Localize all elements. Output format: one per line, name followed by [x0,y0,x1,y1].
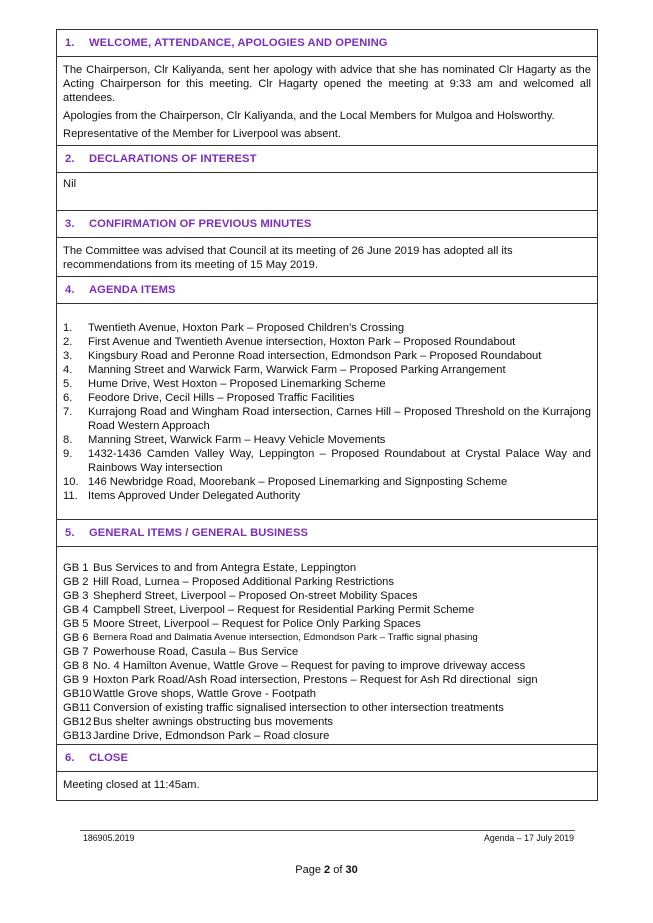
gb-item-number: GB12 [63,716,92,728]
agenda-item-text: Twentieth Avenue, Hoxton Park – Proposed Children’s Crossing [88,322,405,334]
gb-item [63,617,591,631]
agenda-item-number: 8. [63,434,73,446]
section-6-body [57,771,597,800]
agenda-item-text: Items Approved Under Delegated Authority [88,490,301,502]
agenda-item-number: 2. [63,336,73,348]
gb-item-text: Hoxton Park Road/Ash Road intersection, Prestons – Request for Ash Rd directional sign [93,674,538,686]
agenda-item [63,349,591,363]
gb-item [63,715,591,729]
gb-item-number: GB13 [63,730,92,742]
gb-item [63,659,591,673]
agenda-item-text: Feodore Drive, Cecil Hills – Proposed Traffic Facilities [88,392,355,404]
agenda-item-number: 6. [63,392,73,404]
agenda-item-number: 5. [63,378,73,390]
agenda-item [63,489,591,503]
agenda-item-text: Hume Drive, West Hoxton – Proposed Linemarking Scheme [88,378,386,390]
gb-item-number: GB10 [63,688,92,700]
general-business-list [63,561,591,743]
gb-item-number: GB 2 [63,576,89,588]
gb-item [63,589,591,603]
section-3-body [57,237,597,276]
agenda-item-number: 1. [63,322,73,334]
agenda-item [63,447,591,475]
agenda-item-number: 9. [63,448,73,460]
agenda-item-number: 7. [63,406,73,418]
gb-item-text: Moore Street, Liverpool – Request for Police Only Parking Spaces [93,618,421,630]
section-1-paragraph: Representative of the Member for Liverpool was absent. [63,128,341,140]
agenda-item-text: Manning Street, Warwick Farm – Heavy Vehicle Movements [88,434,386,446]
section-4-title: AGENDA ITEMS [89,284,176,296]
gb-item [63,729,591,743]
section-4-header [57,276,597,303]
section-1-number: 1. [65,37,75,49]
gb-item-text: Bus Services to and from Antegra Estate, Leppington [93,562,357,574]
gb-item-number: GB11 [63,702,91,714]
section-5-header [57,519,597,546]
section-2-body [57,172,597,196]
section-4-body [57,303,597,519]
gb-item-text: Hill Road, Lurnea – Proposed Additional Parking Restrictions [93,576,394,588]
section-1-header [57,30,597,56]
gb-item-text: Campbell Street, Liverpool – Request for Residential Parking Permit Scheme [93,604,475,616]
section-1-paragraph: The Chairperson, Clr Kaliyanda, sent her apology with advice that she has nominated Clr Hagarty as the Acting Chairperson for this meeting. Clr Hagarty opened the meeting at 9:33 am and welcomed all attendees. [63,64,591,104]
agenda-item [63,433,591,447]
agenda-item-number: 4. [63,364,73,376]
page-current: 2 [324,864,331,876]
gb-item [63,561,591,575]
section-2-text: Nil [63,178,77,190]
gb-item [63,673,591,687]
agenda-item-text: 1432-1436 Camden Valley Way, Leppington – Proposed Roundabout at Crystal Palace Way and Rainbows Way intersection [88,448,591,474]
minutes-table [56,29,598,801]
section-6-title: CLOSE [89,752,129,764]
gb-item [63,687,591,701]
section-4-number: 4. [65,284,75,296]
section-5-body [57,546,597,744]
section-1-paragraph: Apologies from the Chairperson, Clr Kaliyanda, and the Local Members for Mulgoa and Holsworthy. [63,110,555,122]
page-of: of [333,864,343,876]
gb-item-number: GB 1 [63,562,89,574]
agenda-item-number: 11. [63,490,78,502]
agenda-item [63,377,591,391]
gb-item-number: GB 6 [63,632,89,644]
section-1-body [57,56,597,145]
agenda-item-number: 10. [63,476,79,488]
section-3-title: CONFIRMATION OF PREVIOUS MINUTES [89,218,312,230]
gb-item-text: Shepherd Street, Liverpool – Proposed On-street Mobility Spaces [93,590,418,602]
agenda-item [63,405,591,433]
agenda-item [63,391,591,405]
footer-agenda-date: Agenda – 17 July 2019 [484,833,574,843]
section-1-title: WELCOME, ATTENDANCE, APOLOGIES AND OPENING [89,37,388,49]
gb-item [63,701,591,715]
agenda-item-number: 3. [63,350,73,362]
minutes-table-wrapper [56,29,598,801]
agenda-item-text: Kingsbury Road and Peronne Road intersection, Edmondson Park – Proposed Roundabout [88,350,542,362]
agenda-item-text: Kurrajong Road and Wingham Road intersection, Carnes Hill – Proposed Threshold on the Kurrajong Road Western Approach [88,406,591,432]
agenda-item [63,363,591,377]
footer-divider [80,830,575,831]
footer-doc-ref: 186905.2019 [83,833,135,843]
gb-item [63,645,591,659]
section-3-number: 3. [65,218,75,230]
page-total: 30 [345,864,358,876]
gb-item-text: Powerhouse Road, Casula – Bus Service [93,646,299,658]
gb-item-number: GB 3 [63,590,89,602]
section-6-text: Meeting closed at 11:45am. [63,779,200,791]
gb-item-number: GB 5 [63,618,89,630]
gb-item-text: Wattle Grove shops, Wattle Grove - Footpath [93,688,317,700]
agenda-item [63,335,591,349]
section-3-header [57,210,597,237]
gb-item-number: GB 9 [63,674,89,686]
agenda-item [63,321,591,335]
agenda-items-list [63,321,591,503]
gb-item-text: Jardine Drive, Edmondson Park – Road closure [93,730,330,742]
agenda-item-text: Manning Street and Warwick Farm, Warwick Farm – Proposed Parking Arrangement [88,364,506,376]
agenda-item-text: First Avenue and Twentieth Avenue intersection, Hoxton Park – Proposed Roundabout [88,336,516,348]
section-6-header [57,744,597,771]
gb-item-text: Bernera Road and Dalmatia Avenue intersection, Edmondson Park – Traffic signal phasing [93,632,478,643]
page-label: Page [295,864,321,876]
page-number [0,864,653,876]
gb-item-text: Bus shelter awnings obstructing bus movements [93,716,334,728]
gb-item-text: Conversion of existing traffic signalised intersection to other intersection treatments [93,702,504,714]
section-6-number: 6. [65,752,75,764]
section-2-number: 2. [65,153,75,165]
agenda-item [63,475,591,489]
gb-item [63,631,591,645]
gb-item-number: GB 8 [63,660,89,672]
gb-item [63,575,591,589]
section-5-title: GENERAL ITEMS / GENERAL BUSINESS [89,527,309,539]
section-5-number: 5. [65,527,75,539]
section-2-title: DECLARATIONS OF INTEREST [89,153,257,165]
section-3-text: The Committee was advised that Council at its meeting of 26 June 2019 has adopted all its recommendations from its meeting of 15 May 2019. [63,245,513,271]
gb-item-number: GB 7 [63,646,89,658]
gb-item [63,603,591,617]
gb-item-text: No. 4 Hamilton Avenue, Wattle Grove – Request for paving to improve driveway access [93,660,526,672]
gb-item-number: GB 4 [63,604,89,616]
agenda-item-text: 146 Newbridge Road, Moorebank – Proposed Linemarking and Signposting Scheme [88,476,508,488]
section-2-header [57,145,597,172]
